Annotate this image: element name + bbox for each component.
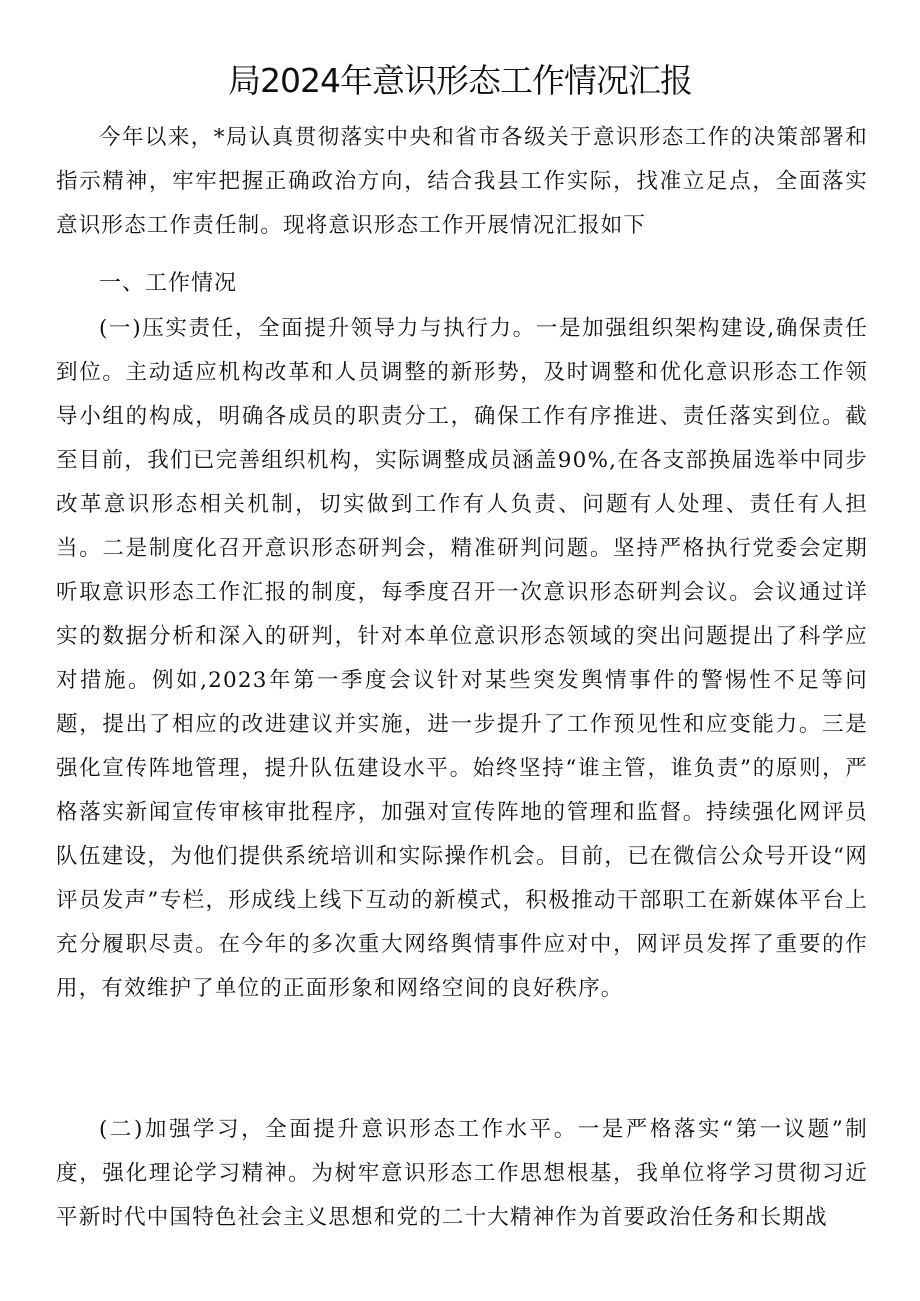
intro-paragraph: 今年以来，*局认真贯彻落实中央和省市各级关于意识形态工作的决策部署和指示精神，牢牢把握正确政治方向，结合我县工作实际，找准立足点，全面落实意识形态工作责任制。现将意识形态工作开展情况汇报如下 xyxy=(56,125,868,238)
paragraph-study: (二)加强学习，全面提升意识形态工作水平。一是严格落实“第一议题”制度，强化理论学习精神。为树牢意识形态工作思想根基，我单位将学习贯彻习近平新时代中国特色社会主义思想和党的二十大精神作为首要政治任务和长期战 xyxy=(56,1117,868,1230)
document-title: 局2024年意识形态工作情况汇报 xyxy=(228,61,692,100)
paragraph-responsibility: (一)压实责任，全面提升领导力与执行力。一是加强组织架构建设,确保责任到位。主动适应机构改革和人员调整的新形势，及时调整和优化意识形态工作领导小组的构成，明确各成员的职责分工，确保工作有序推进、责任落实到位。截至目前，我们已完善组织机构，实际调整成员涵盖90%,在各支部换届选举中同步改革意识形态相关机制，切实做到工作有人负责、问题有人处理、责任有人担当。二是制度化召开意识形态研判会，精准研判问题。坚持严格执行党委会定期听取意识形态工作汇报的制度，每季度召开一次意识形态研判会议。会议通过详实的数据分析和深入的研判，针对本单位意识形态领域的突出问题提出了科学应对措施。例如,2023年第一季度会议针对某些突发舆情事件的警惕性不足等问题，提出了相应的改进建议并实施，进一步提升了工作预见性和应变能力。三是强化宣传阵地管理，提升队伍建设水平。始终坚持“谁主管，谁负责”的原则，严格落实新闻宣传审核审批程序，加强对宣传阵地的管理和监督。持续强化网评员队伍建设，为他们提供系统培训和实际操作机会。目前，已在微信公众号开设“网评员发声”专栏，形成线上线下互动的新模式，积极推动干部职工在新媒体平台上充分履职尽责。在今年的多次重大网络舆情事件应对中，网评员发挥了重要的作用，有效维护了单位的正面形象和网络空间的良好秩序。 xyxy=(56,316,868,1001)
section-heading: 一、工作情况 xyxy=(99,271,238,296)
